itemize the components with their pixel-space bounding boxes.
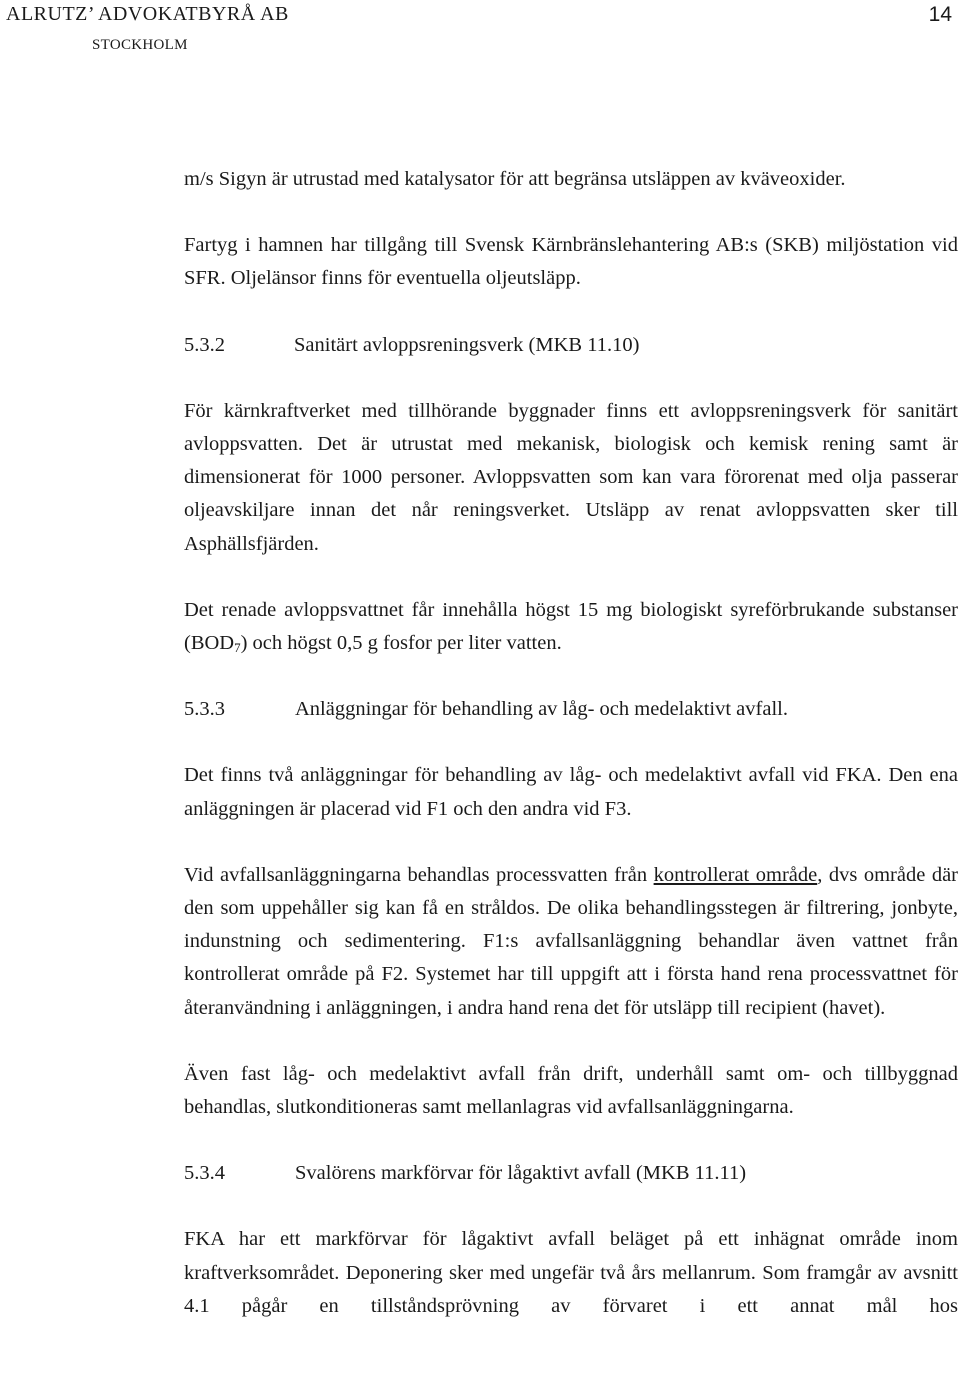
paragraph-ground-repository: FKA har ett markförvar för lågaktivt avfall beläget på ett inhägnat område inom kraftverksområdet. Deponering sker med ungefär två års mellanrum. Som framgår av avsnitt 4.1 pågår en tillståndsprövning av förvaret i ett annat mål hos (184, 1228, 958, 1317)
paragraph-process-water (184, 859, 958, 1025)
section-title: Anläggningar för behandling av låg- och medelaktivt avfall. (295, 698, 788, 721)
paragraph-text: , dvs område där den som uppehåller sig kan få en stråldos. De olika behandlingsstegen är filtrering, jonbyte, indunstning och sedimentering. F1:s avfallsanläggning behandlar även vattnet från kontrollerat område på F2. Systemet har till uppgift att i första hand rena processvattnet för återanvändning i anläggningen, i andra hand rena det för utsläpp till recipient (havet). (184, 863, 959, 1019)
section-title: Sanitärt avloppsreningsverk (MKB 11.10) (294, 333, 640, 356)
underlined-term: kontrollerat område (653, 863, 818, 886)
paragraph-solid-waste: Även fast låg- och medelaktivt avfall från drift, underhåll samt om- och tillbyggnad behandlas, slutkonditioneras samt mellanlagras vid avfallsanläggningarna. (184, 1062, 958, 1119)
bod-subscript: 7 (234, 640, 241, 656)
paragraph-sewage-plant: För kärnkraftverket med tillhörande byggnader finns ett avloppsreningsverk för sanitärt avloppsvatten. Det är utrustat med mekanisk, biologisk och kemisk rening samt är dimensionerat för 1000 personer. Avloppsvatten som kan vara förorenat med olja passerar oljeavskiljare innan det når reningsverket. Utsläpp av renat avloppsvatten sker till Asphällsfjärden. (184, 399, 958, 555)
paragraph-sigyn: m/s Sigyn är utrustad med katalysator för att begränsa utsläppen av kväveoxider. (184, 168, 846, 190)
section-number: 5.3.2 (184, 333, 225, 356)
section-number: 5.3.4 (184, 1162, 225, 1185)
paragraph-text: ) och högst 0,5 g fosfor per liter vatten. (240, 632, 562, 655)
paragraph-waste-facilities: Det finns två anläggningar för behandling av låg- och medelaktivt avfall vid FKA. Den ena anläggningen är placerad vid F1 och den andra vid F3. (184, 764, 958, 820)
section-number: 5.3.3 (184, 698, 225, 721)
paragraph-bod-limits (184, 594, 958, 660)
section-heading-5-3-3 (184, 693, 958, 726)
firm-city: STOCKHOLM (92, 37, 188, 53)
paragraph-text: Det renade avloppsvattnet får innehålla högst 15 mg biologiskt syreförbrukande substanser (BOD (184, 598, 958, 655)
page-number: 14 (928, 3, 952, 26)
paragraph-skb-station: Fartyg i hamnen har tillgång till Svensk Kärnbränslehantering AB:s (SKB) miljöstation vid SFR. Oljelänsor finns för eventuella oljeutsläpp. (184, 234, 958, 290)
section-title: Svalörens markförvar för lågaktivt avfall (MKB 11.11) (295, 1162, 747, 1185)
section-heading-5-3-4 (184, 1157, 958, 1190)
paragraph-text: Vid avfallsanläggningarna behandlas processvatten från (184, 863, 654, 886)
document-body (184, 163, 958, 1356)
firm-name: ALRUTZ’ ADVOKATBYRÅ AB (6, 3, 289, 25)
section-heading-5-3-2 (184, 329, 958, 362)
